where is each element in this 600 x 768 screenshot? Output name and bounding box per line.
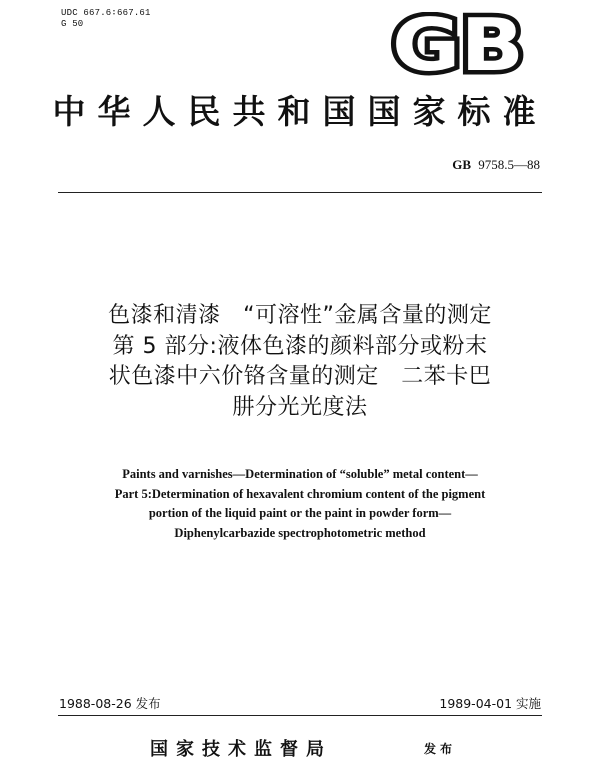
standard-number xyxy=(452,157,540,173)
bottom-rule xyxy=(58,715,542,716)
english-title-line: Diphenylcarbazide spectrophotometric method xyxy=(174,525,426,540)
standard-title: 中华人民共和国国家标准 xyxy=(52,92,548,131)
english-title xyxy=(0,465,600,543)
english-title-line: Paints and varnishes—Determination of “soluble” metal content— xyxy=(122,467,478,481)
gb-logo-mark xyxy=(390,12,527,76)
standard-prefix: GB xyxy=(452,157,471,172)
english-title-line: Part 5:Determination of hexavalent chromium content of the pigment xyxy=(114,486,486,501)
standard-code: 9758.5—88 xyxy=(478,157,540,172)
chinese-title xyxy=(0,301,600,423)
issue-label: 发布 xyxy=(424,742,457,756)
udc-code: UDC 667.6∶667.61 xyxy=(61,8,151,18)
chinese-title-line: 肼分光光度法 xyxy=(232,394,368,420)
implementation-date: 1989-04-01 实施 xyxy=(439,696,541,711)
classification-codes xyxy=(61,8,151,30)
chinese-title-line: 色漆和清漆 “可溶性”金属含量的测定 xyxy=(108,303,492,328)
class-code: G 50 xyxy=(61,19,84,29)
issuing-authority: 国家技术监督局 xyxy=(150,739,332,760)
english-title-line: portion of the liquid paint or the paint in powder form— xyxy=(148,506,452,520)
chinese-title-line: 第 5 部分:液体色漆的颜料部分或粉末 xyxy=(112,333,488,359)
chinese-title-line: 状色漆中六价铬含量的测定 二苯卡巴 xyxy=(108,364,492,389)
gb-logo-text: GB xyxy=(392,12,524,76)
issue-date: 1988-08-26 发布 xyxy=(59,696,161,711)
top-rule xyxy=(58,192,542,193)
gb-logo xyxy=(390,12,527,76)
